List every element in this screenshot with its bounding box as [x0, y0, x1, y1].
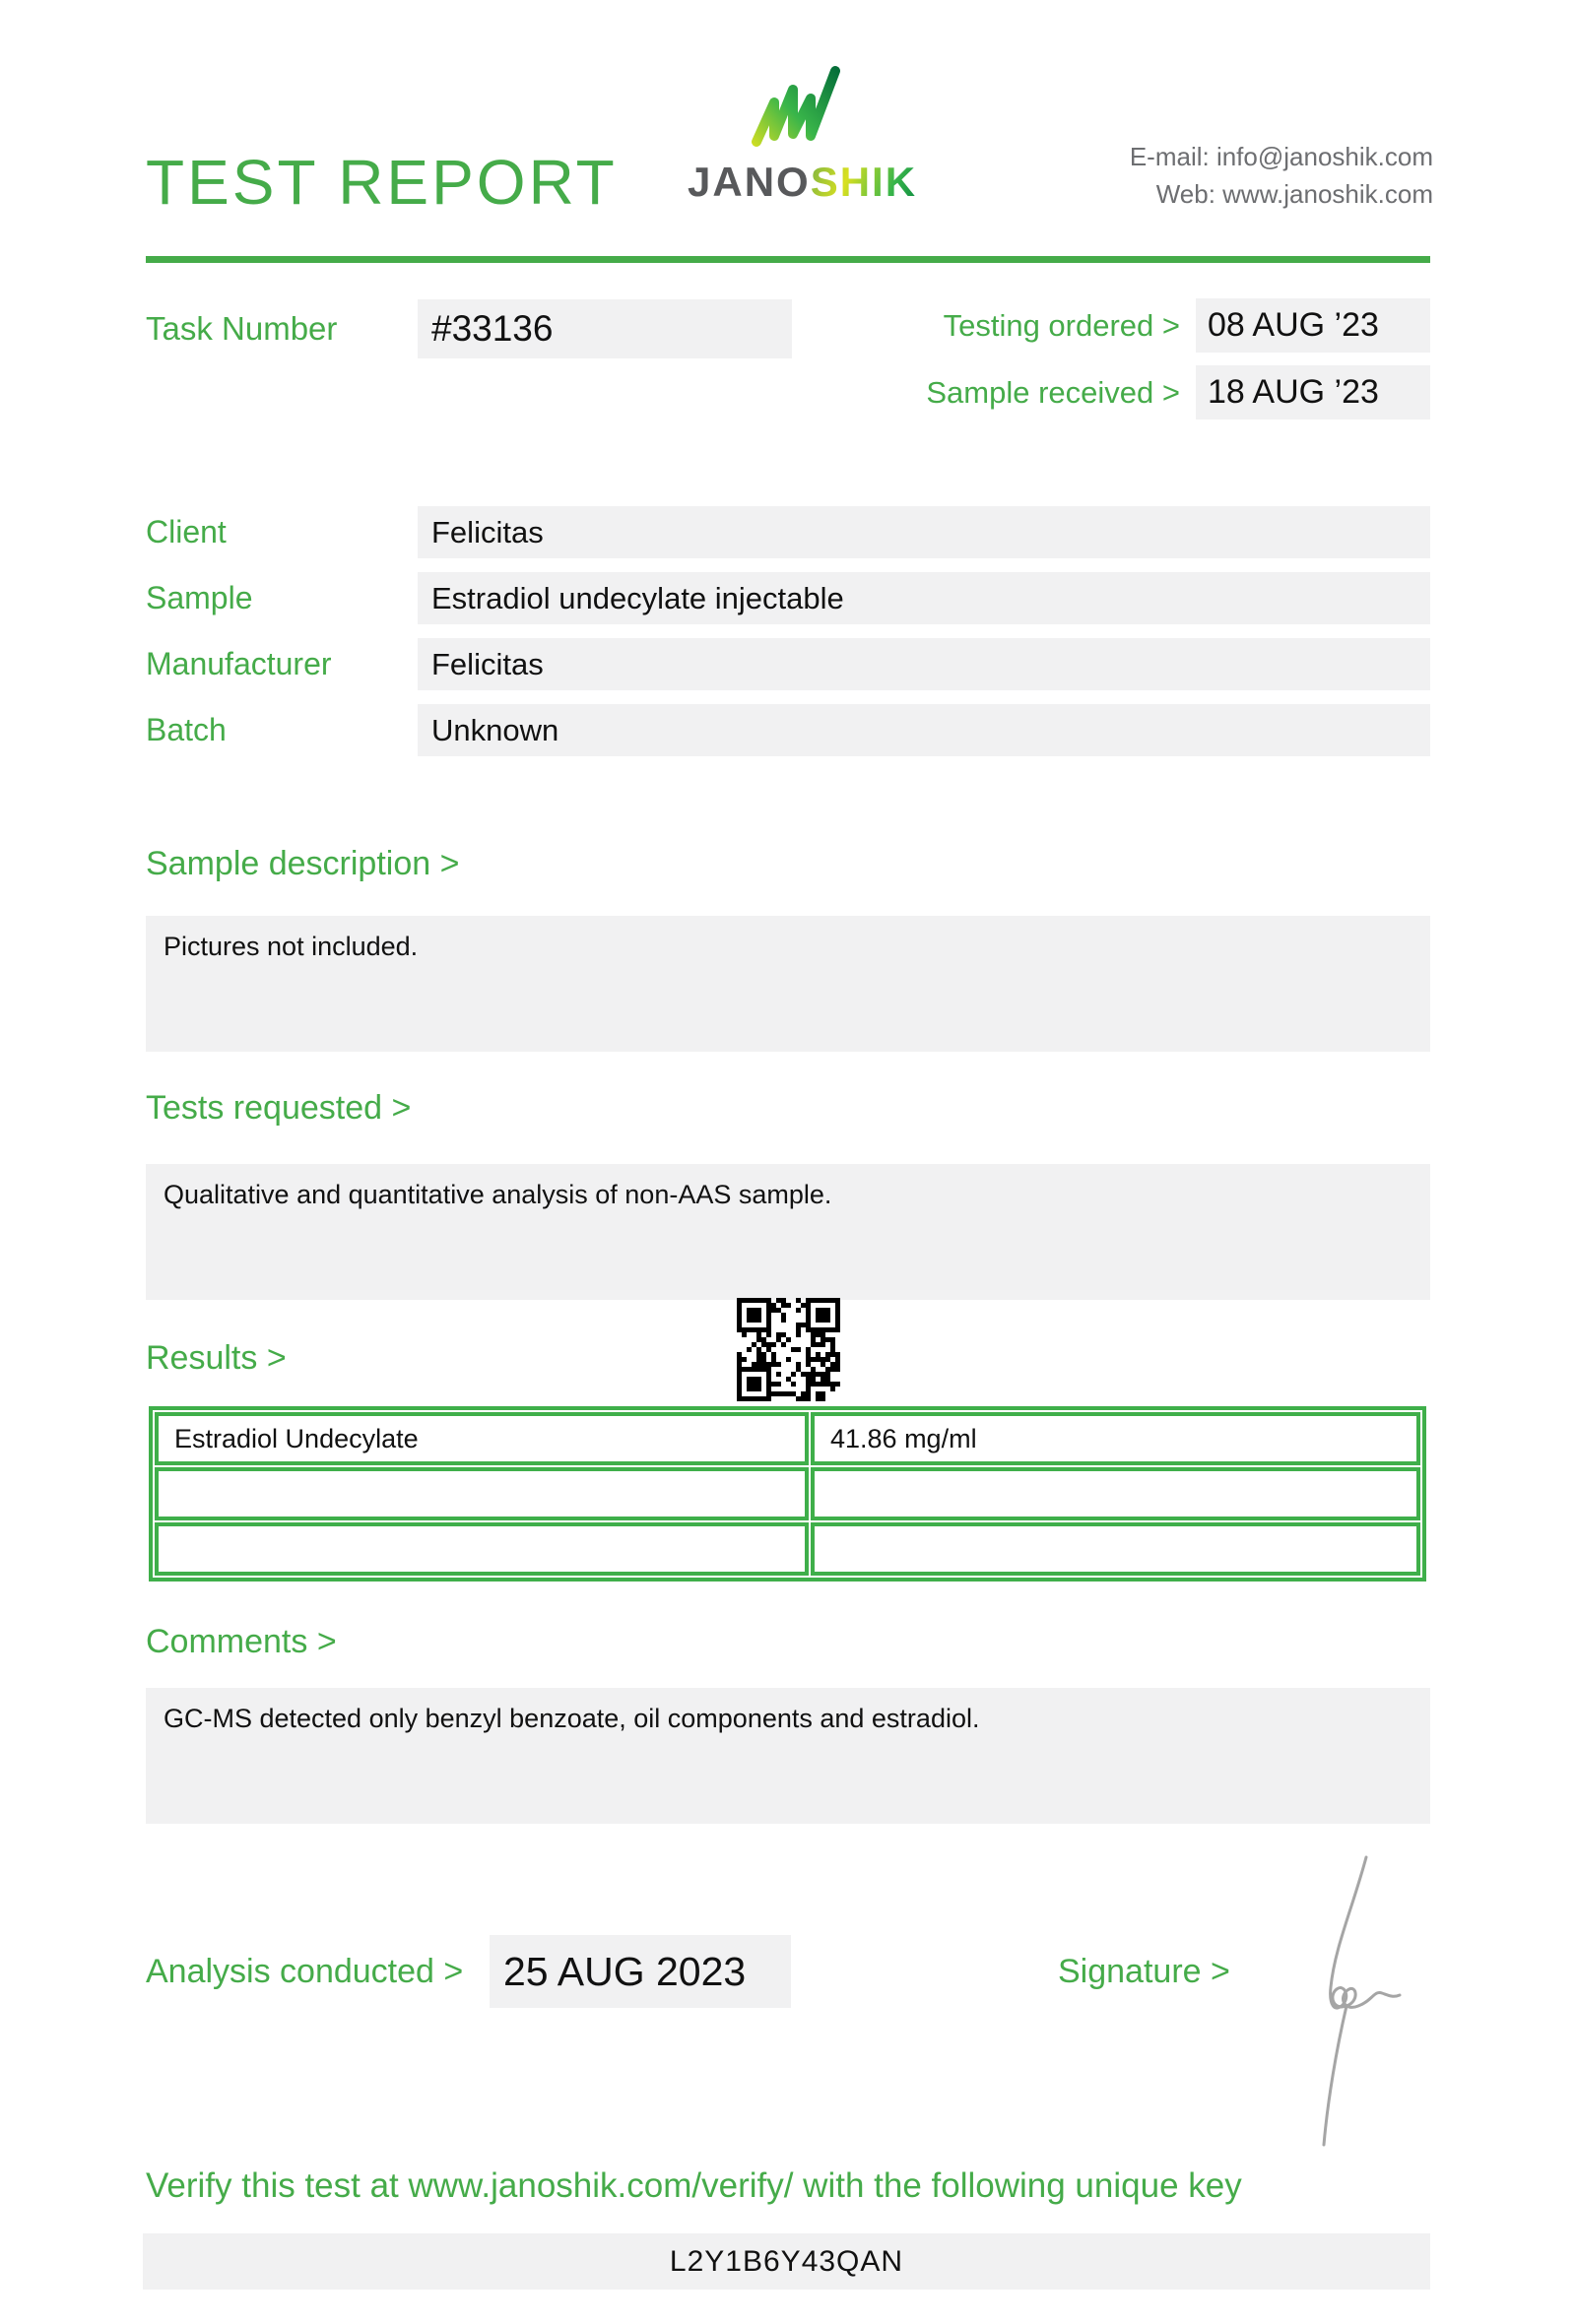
manufacturer-label: Manufacturer [146, 646, 332, 681]
page-title: TEST REPORT [146, 147, 618, 218]
comments-text: GC-MS detected only benzyl benzoate, oil components and estradiol. [164, 1704, 980, 1733]
analysis-conducted-value: 25 AUG 2023 [490, 1935, 791, 2008]
table-row [155, 1467, 1420, 1520]
signature-label: Signature > [1058, 1953, 1230, 1990]
result-analyte-cell [155, 1522, 809, 1576]
sample-label: Sample [146, 580, 253, 615]
rising-zigzag-chart-icon [688, 57, 904, 160]
qr-code [737, 1298, 840, 1401]
client-value: Felicitas [418, 506, 1430, 558]
sample-description-box [146, 916, 1430, 1052]
testing-ordered-row [944, 298, 1430, 353]
sample-value: Estradiol undecylate injectable [418, 572, 1430, 624]
results-heading: Results > [146, 1339, 287, 1377]
tests-requested-box [146, 1164, 1430, 1300]
verify-instruction: Verify this test at www.janoshik.com/verify/ with the following unique key [146, 2166, 1242, 2205]
contact-web: Web: www.janoshik.com [1155, 179, 1433, 209]
testing-ordered-value: 08 AUG ’23 [1196, 298, 1430, 353]
manufacturer-value: Felicitas [418, 638, 1430, 690]
sample-description-text: Pictures not included. [164, 932, 419, 961]
result-value-cell [811, 1467, 1420, 1520]
sample-received-value: 18 AUG ’23 [1196, 365, 1430, 420]
signature-scribble [1276, 1851, 1433, 2162]
unique-key: L2Y1B6Y43QAN [143, 2233, 1430, 2290]
batch-label: Batch [146, 712, 227, 747]
comments-box [146, 1688, 1430, 1824]
testing-ordered-label: Testing ordered > [943, 307, 1180, 343]
task-number-label: Task Number [146, 310, 338, 347]
task-number-value: #33136 [418, 299, 792, 358]
table-row [155, 1412, 1420, 1465]
table-row [155, 1522, 1420, 1576]
logo-wordmark [688, 159, 918, 205]
janoshik-logo [688, 57, 918, 205]
logo-text-shik: SHIK [810, 159, 918, 205]
sample-description-heading: Sample description > [146, 845, 460, 882]
header-divider [146, 256, 1430, 263]
results-table [149, 1406, 1426, 1582]
tests-requested-text: Qualitative and quantitative analysis of non-AAS sample. [164, 1180, 832, 1209]
batch-value: Unknown [418, 704, 1430, 756]
sample-received-label: Sample received > [926, 374, 1180, 410]
contact-info [1130, 138, 1433, 213]
sample-received-row [926, 365, 1430, 420]
result-value-cell: 41.86 mg/ml [811, 1412, 1420, 1465]
contact-email: E-mail: info@janoshik.com [1129, 142, 1433, 171]
analysis-conducted-label: Analysis conducted > [146, 1953, 464, 1990]
result-analyte-cell [155, 1467, 809, 1520]
tests-requested-heading: Tests requested > [146, 1089, 412, 1127]
client-label: Client [146, 514, 227, 549]
result-analyte-cell: Estradiol Undecylate [155, 1412, 809, 1465]
comments-heading: Comments > [146, 1623, 337, 1660]
logo-text-jano: JANO [688, 159, 811, 205]
result-value-cell [811, 1522, 1420, 1576]
